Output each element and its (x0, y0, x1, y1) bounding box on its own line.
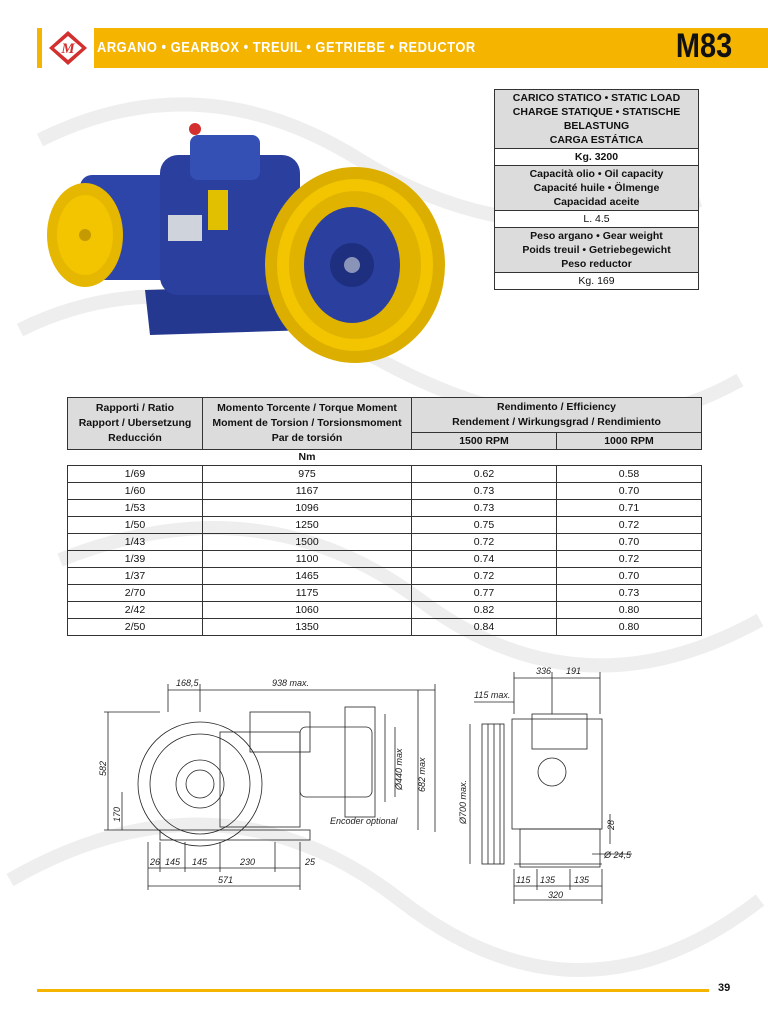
col-efficiency-header: Rendimento / Efficiency Rendement / Wirkungsgrad / Rendimiento (412, 398, 702, 433)
ratio-cell: 1/53 (68, 500, 203, 517)
gear-weight-value: Kg. 169 (495, 273, 698, 289)
table-row (68, 466, 702, 483)
torque-unit: Nm (298, 451, 316, 463)
torque-cell: 1175 (203, 585, 412, 602)
eff-1500-cell: 0.72 (412, 568, 557, 585)
table-row (68, 534, 702, 551)
dim-582: 582 (98, 760, 108, 776)
svg-text:M: M (61, 41, 75, 57)
dim-336: 336 (536, 666, 552, 676)
eff-1000-cell: 0.73 (557, 585, 702, 602)
eff-1000-cell: 0.72 (557, 517, 702, 534)
dim-170: 170 (112, 806, 122, 822)
dim-28: 28 (606, 819, 616, 830)
eff-1500-cell: 0.62 (412, 466, 557, 483)
oil-capacity-value: L. 4.5 (495, 211, 698, 228)
dim-25: 25 (305, 857, 316, 867)
dim-135b: 135 (574, 875, 590, 885)
eff-1000-cell: 0.70 (557, 568, 702, 585)
spec-box (494, 89, 699, 290)
col-torque-header: Momento Torcente / Torque Moment Moment de Torsion / Torsionsmoment Par de torsión (203, 398, 412, 450)
footer-rule (37, 989, 709, 992)
static-load-label: CARICO STATICO • STATIC LOAD CHARGE STATIQUE • STATISCHE BELASTUNG CARGA ESTÁTICA (495, 90, 698, 149)
dim-320: 320 (548, 890, 564, 900)
torque-cell: 1465 (203, 568, 412, 585)
eff-1500-cell: 0.82 (412, 602, 557, 619)
eff-1500-cell: 0.72 (412, 534, 557, 551)
eff-1000-cell: 0.71 (557, 500, 702, 517)
torque-cell: 1060 (203, 602, 412, 619)
torque-cell: 1250 (203, 517, 412, 534)
ratio-cell: 1/69 (68, 466, 203, 483)
gear-weight-label: Peso argano • Gear weight Poids treuil • Getriebegewicht Peso reductor (495, 228, 698, 273)
eff-1500-cell: 0.84 (412, 619, 557, 636)
rpm-1500-header: 1500 RPM (412, 433, 557, 450)
ratio-cell: 2/50 (68, 619, 203, 636)
ratio-cell: 2/42 (68, 602, 203, 619)
torque-cell: 1100 (203, 551, 412, 568)
eff-1500-cell: 0.77 (412, 585, 557, 602)
table-row (68, 602, 702, 619)
dim-24-5: Ø 24,5 (604, 850, 632, 860)
dim-135a: 135 (540, 875, 556, 885)
table-row (68, 483, 702, 500)
rpm-1000-header: 1000 RPM (557, 433, 702, 450)
dim-938: 938 max. (272, 678, 310, 688)
brand-logo (42, 28, 94, 68)
dim-700: Ø700 max. (458, 779, 468, 824)
eff-1000-cell: 0.70 (557, 534, 702, 551)
eff-1000-cell: 0.72 (557, 551, 702, 568)
ratio-cell: 2/70 (68, 585, 203, 602)
dim-115: 115 (516, 875, 531, 885)
eff-1000-cell: 0.80 (557, 619, 702, 636)
col-ratio-header: Rapporti / Ratio Rapport / Ubersetzung Reducción (68, 398, 203, 450)
oil-capacity-label: Capacità olio • Oil capacity Capacité huile • Ölmenge Capacidad aceite (495, 166, 698, 211)
front-view-drawing (452, 664, 652, 909)
table-row (68, 500, 702, 517)
torque-cell: 1167 (203, 483, 412, 500)
model-code: M83 (675, 27, 732, 65)
ratio-cell: 1/39 (68, 551, 203, 568)
dim-26: 26 (150, 857, 161, 867)
eff-1500-cell: 0.74 (412, 551, 557, 568)
encoder-note: Encoder optional (330, 816, 398, 826)
torque-cell: 1350 (203, 619, 412, 636)
eff-1000-cell: 0.58 (557, 466, 702, 483)
eff-1000-cell: 0.70 (557, 483, 702, 500)
table-row (68, 619, 702, 636)
table-row (68, 517, 702, 534)
table-row (68, 551, 702, 568)
torque-cell: 1096 (203, 500, 412, 517)
table-row (68, 568, 702, 585)
static-load-value: Kg. 3200 (495, 149, 698, 166)
ratio-table (67, 397, 702, 636)
dim-571: 571 (218, 875, 234, 885)
ratio-cell: 1/50 (68, 517, 203, 534)
side-view-drawing (100, 672, 445, 902)
dim-440: Ø440 max (394, 748, 404, 790)
gearbox-image (40, 115, 440, 365)
dim-145b: 145 (192, 857, 208, 867)
dim-191: 191 (566, 666, 582, 676)
ratio-cell: 1/37 (68, 568, 203, 585)
dim-145a: 145 (165, 857, 181, 867)
ratio-cell: 1/60 (68, 483, 203, 500)
dim-230: 230 (240, 857, 256, 867)
torque-cell: 975 (203, 466, 412, 483)
eff-1500-cell: 0.73 (412, 483, 557, 500)
eff-1500-cell: 0.73 (412, 500, 557, 517)
page-number: 39 (718, 982, 731, 994)
dim-682: 682 max (417, 757, 427, 792)
dim-168-5: 168,5 (176, 678, 199, 688)
table-row (68, 585, 702, 602)
eff-1500-cell: 0.75 (412, 517, 557, 534)
eff-1000-cell: 0.80 (557, 602, 702, 619)
torque-cell: 1500 (203, 534, 412, 551)
dim-115-max: 115 max. (474, 690, 511, 700)
page-title: ARGANO • GEARBOX • TREUIL • GETRIEBE • REDUCTOR (97, 39, 476, 56)
ratio-cell: 1/43 (68, 534, 203, 551)
